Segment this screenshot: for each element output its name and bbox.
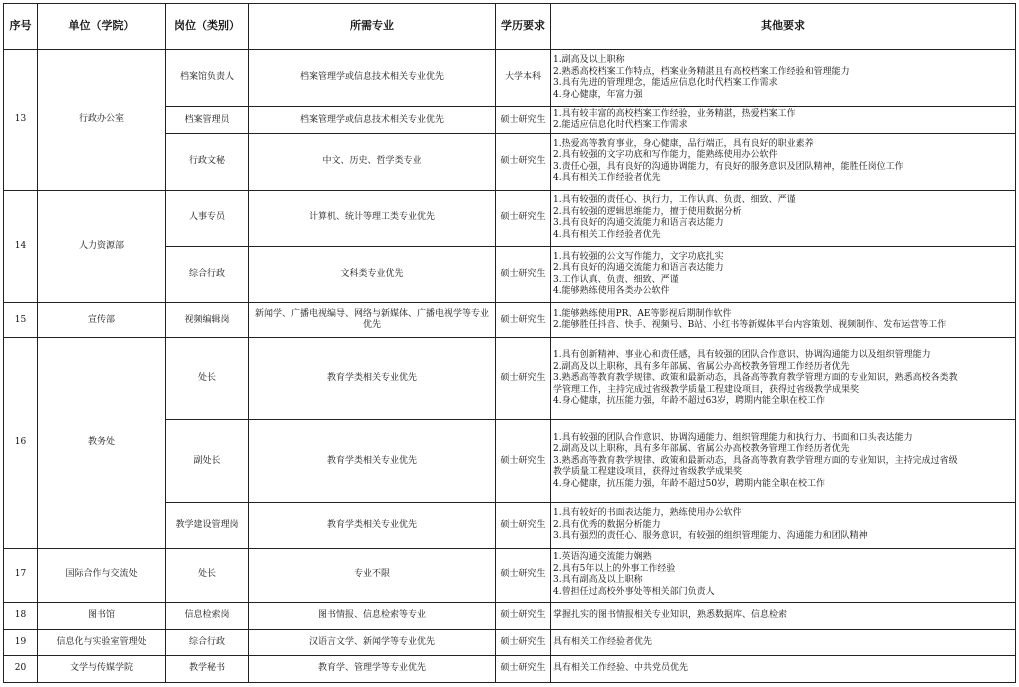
post-name: 教学建设管理岗 — [166, 503, 249, 548]
post-name: 副处长 — [166, 420, 249, 503]
row-number: 16 — [4, 338, 38, 548]
requirement-line: 2.副高及以上职称，具有多年部属、省属公办高校教务管理工作经历者优先 — [553, 444, 850, 455]
other-requirements — [551, 50, 1016, 107]
requirement-line: 3.具有良好的沟通交流能力和语言表达能力 — [553, 218, 724, 229]
table-row — [4, 656, 1016, 683]
education-requirement: 硕士研究生 — [496, 107, 551, 134]
required-major: 档案管理学或信息技术相关专业优先 — [249, 50, 496, 107]
requirement-line: 4.具有相关工作经验者优先 — [553, 229, 661, 240]
table-row — [4, 629, 1016, 656]
other-requirements — [551, 656, 1016, 683]
education-requirement: 硕士研究生 — [496, 338, 551, 420]
requirement-line: 1.英语沟通交流能力娴熟 — [553, 552, 652, 563]
requirement-line: 4.身心健康，年富力强 — [553, 89, 643, 100]
row-number: 17 — [4, 548, 38, 602]
requirement-line: 1.能够熟练使用PR、AE等影视后期制作软件 — [553, 308, 732, 319]
post-name: 人事专员 — [166, 190, 249, 246]
education-requirement: 硕士研究生 — [496, 602, 551, 629]
required-major: 新闻学、广播电视编导、网络与新媒体、广播电视学等专业优先 — [249, 303, 496, 338]
row-number: 19 — [4, 629, 38, 656]
other-requirements — [551, 107, 1016, 134]
unit-name: 人力资源部 — [38, 190, 166, 303]
requirement-line: 1.具有创新精神、事业心和责任感，具有较强的团队合作意识、协调沟通能力以及组织管理能力 — [553, 349, 931, 360]
header-row — [4, 4, 1016, 50]
post-name: 行政文秘 — [166, 134, 249, 190]
requirement-line: 3.熟悉高等教育教学规律、政策和最新动态，具备高等教育教学管理方面的专业知识，主持完成过省级 — [553, 455, 958, 466]
header-post: 岗位（类别） — [166, 4, 249, 50]
requirement-line: 1.热爱高等教育事业，身心健康，品行端正，具有良好的职业素养 — [553, 138, 814, 149]
education-requirement: 硕士研究生 — [496, 303, 551, 338]
requirement-line: 具有相关工作经验者优先 — [553, 636, 653, 647]
other-requirements — [551, 246, 1016, 302]
required-major: 图书情报、信息检索等专业 — [249, 602, 496, 629]
required-major: 档案管理学或信息技术相关专业优先 — [249, 107, 496, 134]
required-major: 教育学类相关专业优先 — [249, 338, 496, 420]
post-name: 处长 — [166, 338, 249, 420]
education-requirement: 大学本科 — [496, 50, 551, 107]
post-name: 综合行政 — [166, 246, 249, 302]
requirement-line: 1.具有较强的团队合作意识、协调沟通能力、组织管理能力和执行力、书面和口头表达能力 — [553, 432, 913, 443]
requirement-line: 2.具有5年以上的外事工作经验 — [553, 563, 676, 574]
other-requirements — [551, 420, 1016, 503]
requirement-line: 3.熟悉高等教育教学规律、政策和最新动态，具备高等教育教学管理方面的专业知识，熟悉高校各类教 — [553, 373, 958, 384]
requirement-line: 2.能够胜任抖音、快手、视频号、B站、小红书等新媒体平台内容策划、视频制作、发布运营等工作 — [553, 320, 947, 331]
unit-name: 教务处 — [38, 338, 166, 548]
requirement-line: 3.责任心强，具有良好的沟通协调能力，有良好的服务意识及团队精神，能胜任岗位工作 — [553, 161, 904, 172]
requirement-line: 2.具有良好的沟通交流能力和语言表达能力 — [553, 263, 724, 274]
requirement-line: 3.具有先进的管理理念，能适应信息化时代档案工作需求 — [553, 78, 778, 89]
unit-name: 图书馆 — [38, 602, 166, 629]
requirement-line: 学管理工作，主持完成过省级教学质量工程建设项目，获得过省级教学成果奖 — [553, 384, 860, 395]
required-major: 教育学类相关专业优先 — [249, 420, 496, 503]
requirement-line: 教学质量工程建设项目，获得过省级教学成果奖 — [553, 467, 743, 478]
table-row — [4, 190, 1016, 246]
requirement-line: 4.身心健康，抗压能力强，年龄不超过50岁，聘期内能全职在校工作 — [553, 478, 826, 489]
other-requirements — [551, 629, 1016, 656]
row-number: 18 — [4, 602, 38, 629]
education-requirement: 硕士研究生 — [496, 656, 551, 683]
requirement-line: 2.副高及以上职称，具有多年部属、省属公办高校教务管理工作经历者优先 — [553, 361, 850, 372]
row-number: 20 — [4, 656, 38, 683]
other-requirements — [551, 134, 1016, 190]
requirement-line: 具有相关工作经验、中共党员优先 — [553, 663, 689, 674]
row-number: 13 — [4, 50, 38, 191]
requirement-line: 3.具有强烈的责任心、服务意识，有较强的组织管理能力、沟通能力和团队精神 — [553, 531, 868, 542]
post-name: 信息检索岗 — [166, 602, 249, 629]
education-requirement: 硕士研究生 — [496, 629, 551, 656]
post-name: 处长 — [166, 548, 249, 602]
row-number: 15 — [4, 303, 38, 338]
post-name: 视频编辑岗 — [166, 303, 249, 338]
requirement-line: 3.工作认真、负责、细致、严谨 — [553, 274, 679, 285]
header-no: 序号 — [4, 4, 38, 50]
required-major: 汉语言文学、新闻学等专业优先 — [249, 629, 496, 656]
table-row — [4, 602, 1016, 629]
requirement-line: 1.具有较好的书面表达能力，熟练使用办公软件 — [553, 508, 742, 519]
table-row — [4, 548, 1016, 602]
other-requirements — [551, 548, 1016, 602]
requirement-line: 4.能够熟练使用各类办公软件 — [553, 286, 670, 297]
other-requirements — [551, 190, 1016, 246]
requirement-line: 4.曾担任过高校外事处等相关部门负责人 — [553, 586, 715, 597]
education-requirement: 硕士研究生 — [496, 503, 551, 548]
other-requirements — [551, 602, 1016, 629]
required-major: 中文、历史、哲学类专业 — [249, 134, 496, 190]
post-name: 档案馆负责人 — [166, 50, 249, 107]
education-requirement: 硕士研究生 — [496, 548, 551, 602]
required-major: 计算机、统计等理工类专业优先 — [249, 190, 496, 246]
post-name: 教学秘书 — [166, 656, 249, 683]
unit-name: 行政办公室 — [38, 50, 166, 191]
required-major: 教育学类相关专业优先 — [249, 503, 496, 548]
header-other-requirements: 其他要求 — [551, 4, 1016, 50]
education-requirement: 硕士研究生 — [496, 420, 551, 503]
requirement-line: 1.具有较丰富的高校档案工作经验，业务精湛，热爱档案工作 — [553, 108, 796, 119]
table-row — [4, 50, 1016, 107]
required-major: 专业不限 — [249, 548, 496, 602]
table-row — [4, 338, 1016, 420]
requirement-line: 1.具有较强的责任心、执行力，工作认真、负责、细致、严谨 — [553, 195, 796, 206]
unit-name: 宣传部 — [38, 303, 166, 338]
requirement-line: 2.熟悉高校档案工作特点，档案业务精湛且有高校档案工作经验和管理能力 — [553, 66, 850, 77]
header-major: 所需专业 — [249, 4, 496, 50]
header-education: 学历要求 — [496, 4, 551, 50]
requirement-line: 2.具有较强的文字功底和写作能力，能熟练使用办公软件 — [553, 150, 778, 161]
requirement-line: 3.具有副高及以上职称 — [553, 575, 643, 586]
requirement-line: 4.身心健康，抗压能力强，年龄不超过63岁，聘期内能全职在校工作 — [553, 396, 826, 407]
requirement-line: 2.具有较强的逻辑思维能力，擅于使用数据分析 — [553, 206, 742, 217]
post-name: 档案管理员 — [166, 107, 249, 134]
requirement-line: 2.具有优秀的数据分析能力 — [553, 519, 661, 530]
other-requirements — [551, 303, 1016, 338]
table-row — [4, 303, 1016, 338]
other-requirements — [551, 338, 1016, 420]
requirement-line: 1.具有较强的公文写作能力，文字功底扎实 — [553, 251, 724, 262]
post-name: 综合行政 — [166, 629, 249, 656]
table-body — [4, 50, 1016, 683]
required-major: 文科类专业优先 — [249, 246, 496, 302]
unit-name: 国际合作与交流处 — [38, 548, 166, 602]
header-unit: 单位（学院） — [38, 4, 166, 50]
requirement-line: 1.副高及以上职称 — [553, 55, 625, 66]
row-number: 14 — [4, 190, 38, 303]
education-requirement: 硕士研究生 — [496, 134, 551, 190]
required-major: 教育学、管理学等专业优先 — [249, 656, 496, 683]
unit-name: 信息化与实验室管理处 — [38, 629, 166, 656]
education-requirement: 硕士研究生 — [496, 190, 551, 246]
requirement-line: 4.具有相关工作经验者优先 — [553, 173, 661, 184]
requirement-line: 2.能适应信息化时代档案工作需求 — [553, 120, 688, 131]
education-requirement: 硕士研究生 — [496, 246, 551, 302]
other-requirements — [551, 503, 1016, 548]
requirement-line: 掌握扎实的图书情报相关专业知识，熟悉数据库、信息检索 — [553, 609, 788, 620]
recruitment-table — [3, 3, 1016, 683]
unit-name: 文学与传媒学院 — [38, 656, 166, 683]
